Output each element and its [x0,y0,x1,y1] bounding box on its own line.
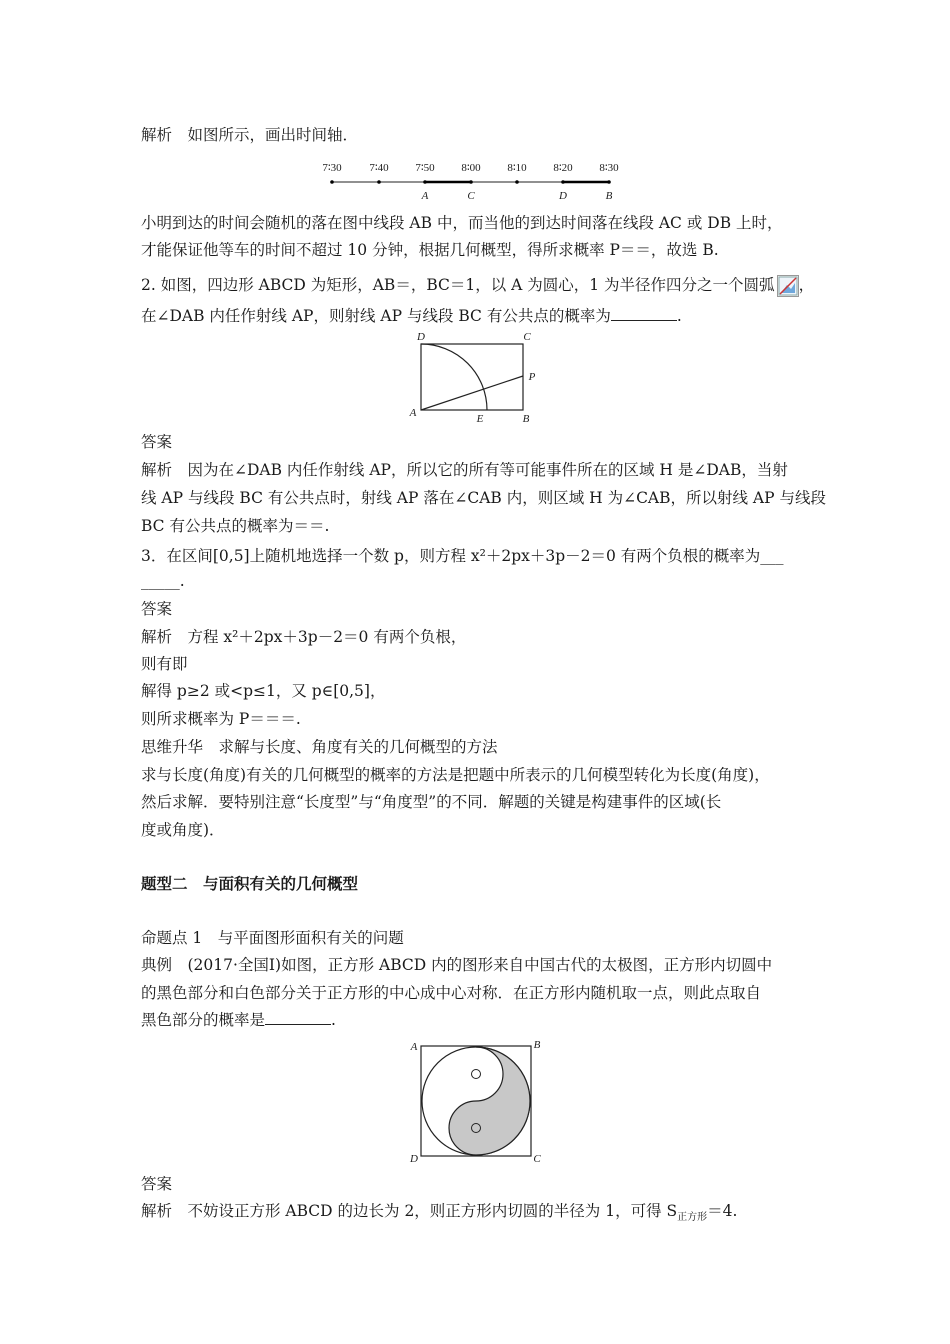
analysis-9: 解得 p≥2 或<p≤1，又 p∈[0,5]， [141,682,386,700]
timeline-tick-dot [561,180,565,184]
timeline-point-label: C [467,190,475,202]
timeline-tick-dot [330,180,334,184]
analysis-11 [141,1200,737,1229]
timeline-figure [318,156,638,204]
summary-title: 思维升华 求解与长度、角度有关的几何概型的方法 [141,738,498,756]
taiji-vertex-label: A [410,1041,418,1053]
taiji-vertex-label: B [533,1039,541,1051]
timeline-tick-label: 8∶00 [461,162,481,174]
analysis-8: 则有即 [141,655,188,673]
analysis-11-tail: ＝4. [707,1202,738,1220]
timeline-point-label: A [421,190,429,202]
problem-2-text-2: 在∠DAB 内任作射线 AP，则射线 AP 与线段 BC 有公共点的概率为 [141,307,611,325]
problem-2-line-2 [141,305,682,327]
problem-2-text: 2. 如图，四边形 ABCD 为矩形，AB＝，BC＝1，以 A 为圆心，1 为半径作四分之一个圆弧 [141,276,775,294]
timeline-tick-label: 7∶30 [322,162,342,174]
answer-label-2: 答案 [141,600,173,618]
summary-2: 然后求解．要特别注意“长度型”与“角度型”的不同．解题的关键是构建事件的区域(长 [141,793,722,811]
timeline-tick-label: 8∶10 [507,162,527,174]
answer-blank-2[interactable] [265,1010,331,1025]
answer-blank[interactable] [611,306,677,321]
rect-vertex-label: D [417,332,425,343]
rect-vertex-label: P [528,371,536,383]
analysis-2: 小明到达的时间会随机的落在图中线段 AB 中，而当他的到达时间落在线段 AC 或 DB 上时， [141,214,783,232]
problem-3-line-1: 3．在区间[0,5]上随机地选择一个数 p，则方程 x²＋2px＋3p－2＝0 有两个负根的概率为___ [141,547,784,565]
problem-2-tail-2: . [676,307,682,325]
rect-vertex-label: E [476,413,484,425]
timeline-tick-label: 7∶50 [415,162,435,174]
timeline-tick-dot [423,180,427,184]
timeline-tick-dot [377,180,381,184]
summary-3: 度或角度)． [141,821,225,839]
analysis-6: BC 有公共点的概率为＝＝. [141,517,330,535]
rect-vertex-label: C [523,332,531,343]
taiji-vertex-label: C [533,1153,541,1165]
analysis-5: 线 AP 与线段 BC 有公共点时，射线 AP 落在∠CAB 内，则区域 H 为∠CAB，所以射线 AP 与线段 [141,489,826,507]
timeline-tick-label: 8∶20 [553,162,573,174]
answer-label-3: 答案 [141,1175,173,1193]
analysis-10: 则所求概率为 P＝＝＝. [141,710,301,728]
timeline-tick-dot [515,180,519,184]
analysis-1: 解析 如图所示，画出时间轴． [141,126,359,144]
analysis-11-sub: 正方形 [677,1212,708,1224]
analysis-3: 才能保证他等车的时间不超过 10 分钟，根据几何概型，得所求概率 P＝＝，故选 B. [141,241,719,259]
problem-2-tail: ， [798,276,815,294]
analysis-7: 解析 方程 x²＋2px＋3p－2＝0 有两个负根， [141,628,467,646]
timeline-point-label: D [559,190,567,202]
taiji-figure [404,1036,552,1168]
summary-1: 求与长度(角度)有关的几何概型的概率的方法是把题中所表示的几何模型转化为长度(角度)， [141,766,770,784]
subsection-title: 命题点 1 与平面图形面积有关的问题 [141,929,404,947]
example-3-tail: . [331,1011,336,1029]
rect-vertex-label: B [522,413,530,425]
rect-vertex-label: A [409,407,417,419]
analysis-4: 解析 因为在∠DAB 内任作射线 AP，所以它的所有等可能事件所在的区域 H 是∠DAB，当射 [141,461,788,479]
rectangle-figure [404,332,554,427]
example-3 [141,1009,336,1031]
timeline-tick-dot [469,180,473,184]
problem-2-line-1 [141,274,814,297]
example-1: 典例 (2017·全国Ⅰ)如图，正方形 ABCD 内的图形来自中国古代的太极图，正方形内切圆中 [141,956,773,974]
taiji-vertex-label: D [410,1153,418,1165]
example-3-text: 黑色部分的概率是 [141,1011,266,1029]
problem-3-line-2: _____. [141,572,185,590]
section-heading: 题型二 与面积有关的几何概型 [141,875,359,893]
timeline-tick-label: 8∶30 [599,162,619,174]
broken-image-icon [777,275,799,297]
answer-label-1: 答案 [141,433,173,451]
timeline-point-label: B [605,190,613,202]
example-2: 的黑色部分和白色部分关于正方形的中心成中心对称．在正方形内随机取一点，则此点取自 [141,984,762,1002]
timeline-tick-label: 7∶40 [369,162,389,174]
timeline-tick-dot [607,180,611,184]
analysis-11-text: 解析 不妨设正方形 ABCD 的边长为 2，则正方形内切圆的半径为 1，可得 S [141,1202,678,1220]
